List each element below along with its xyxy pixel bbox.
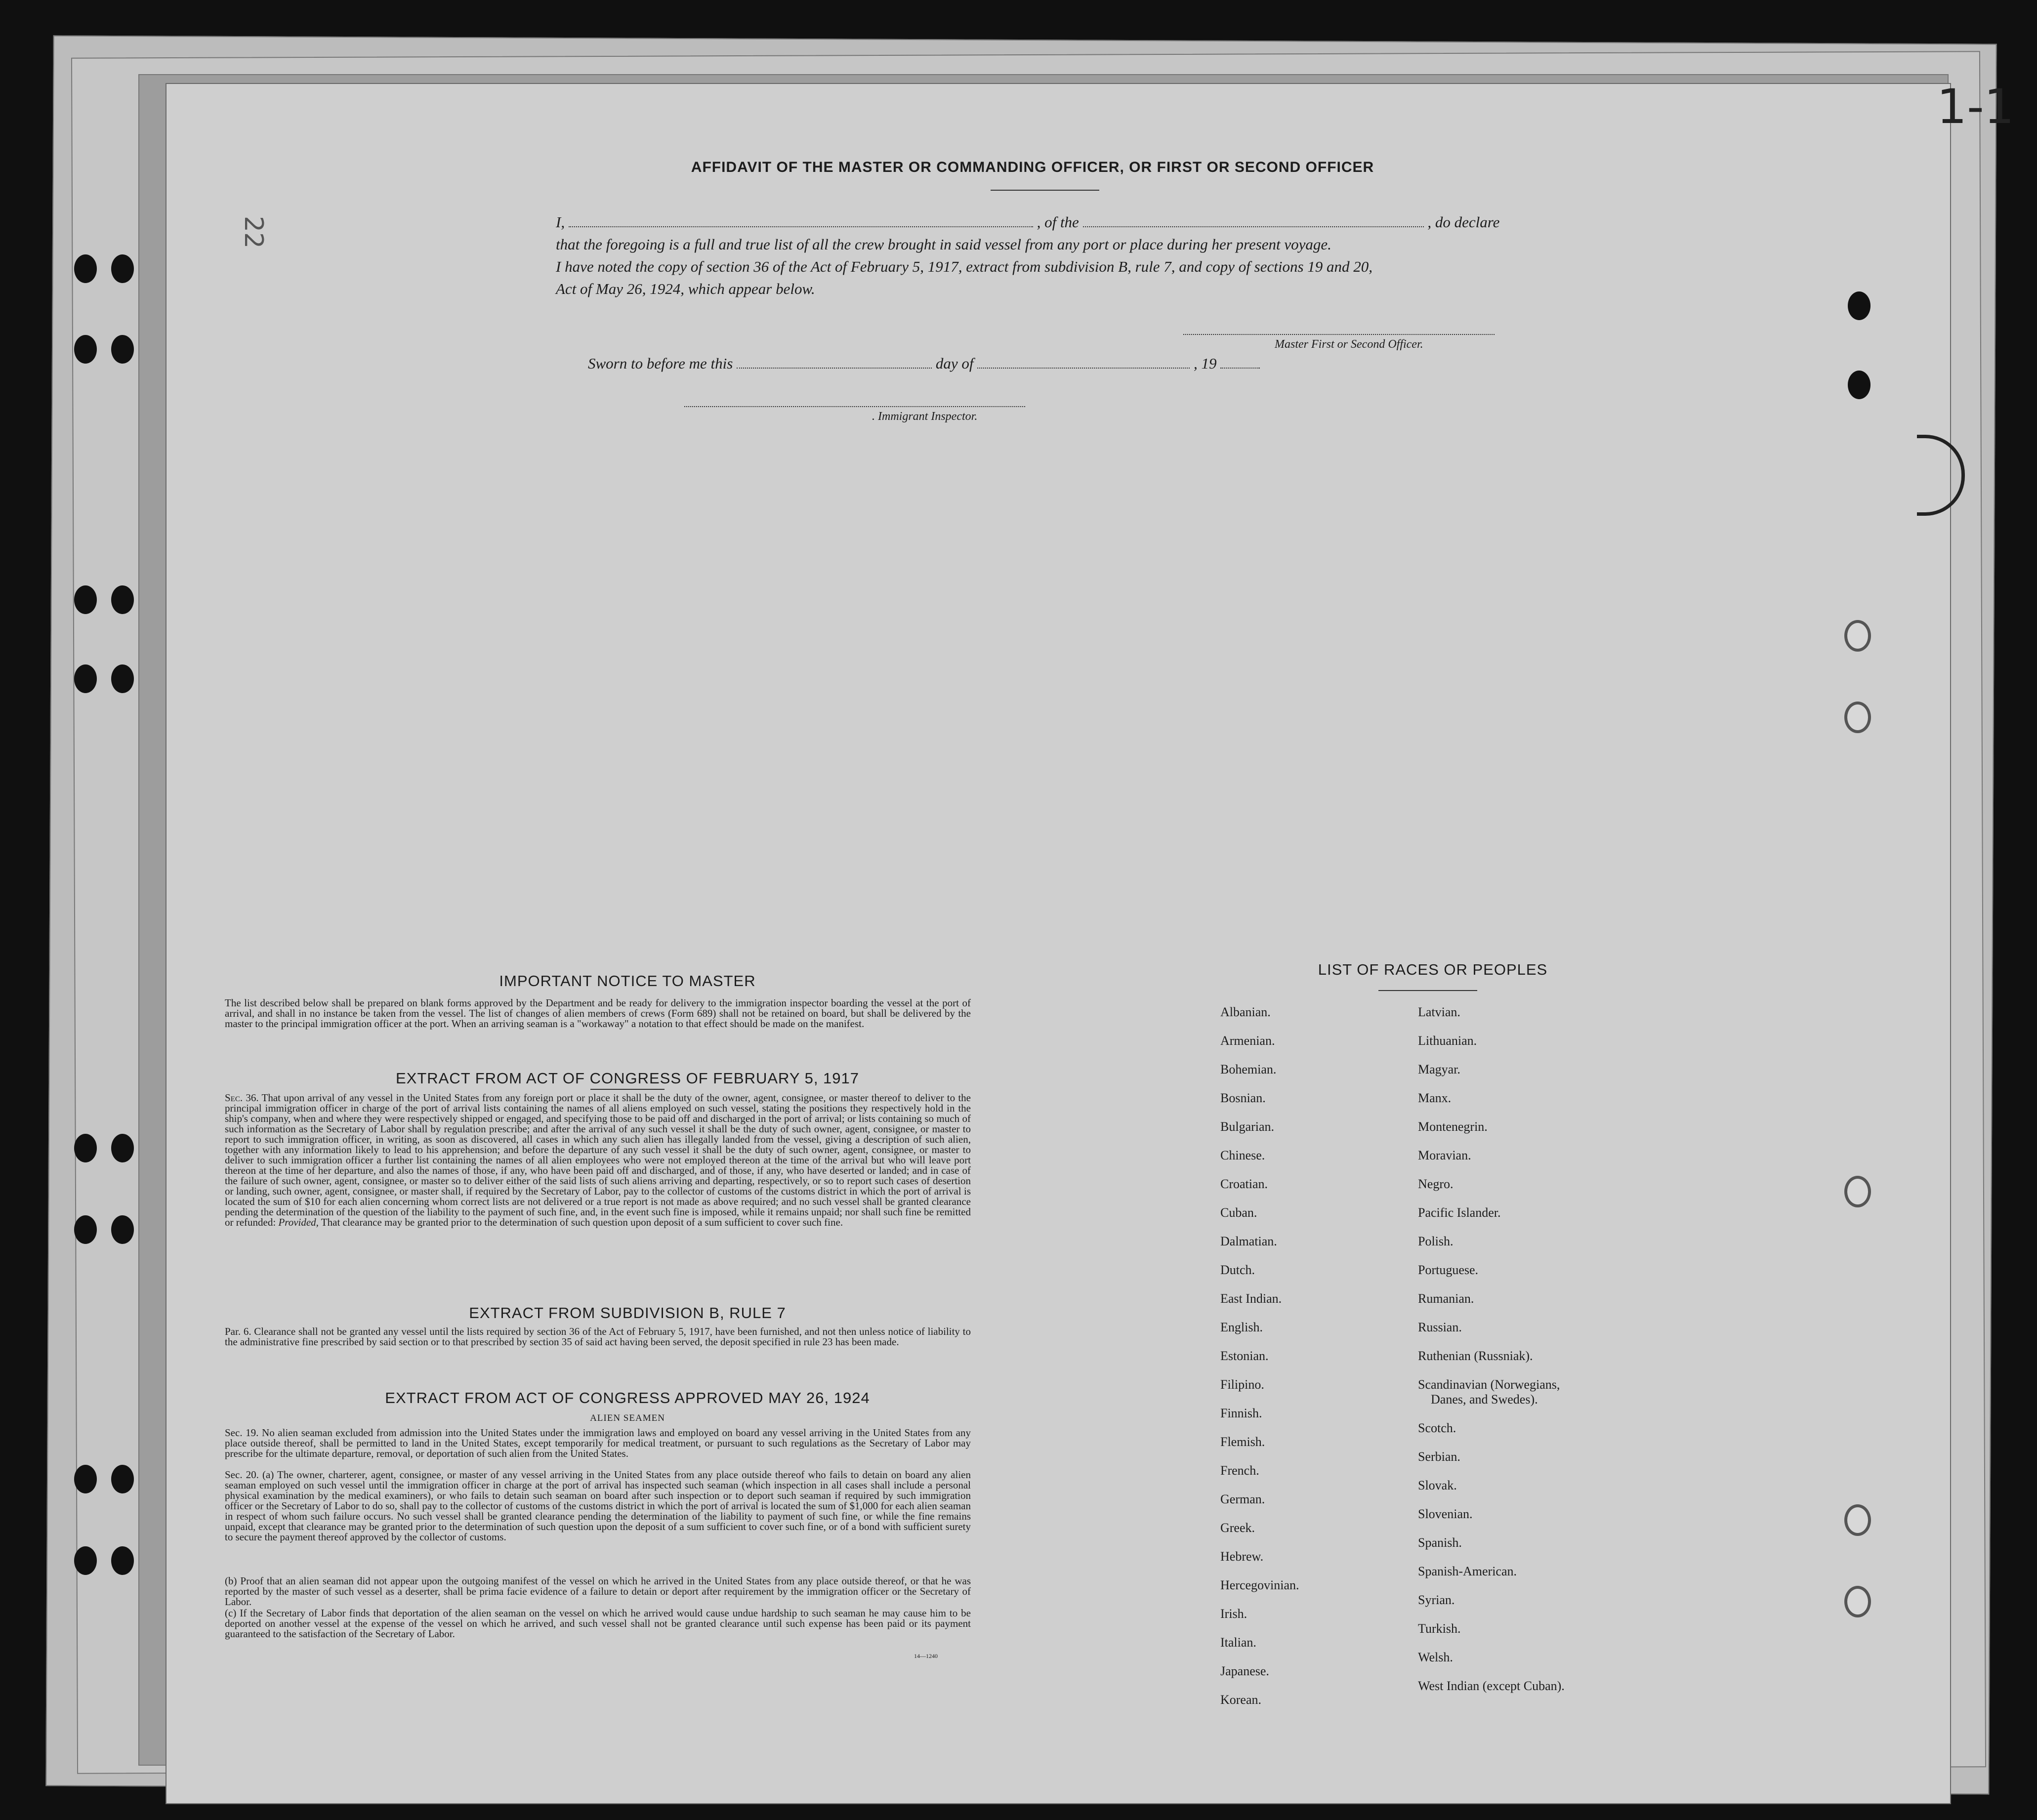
extract-1917-title: EXTRACT FROM ACT OF CONGRESS OF FEBRUARY 5, 1917 (395, 1070, 860, 1087)
race-item: Scotch. (1418, 1421, 1456, 1435)
races-column-1 (1220, 998, 1299, 1714)
section-36-body: That upon arrival of any vessel in the United States from any foreign port or place it shall be the duty of the owner, agent, consignee, or master thereof to deliver to the principal immigration officer in charge of the port of arrival lists containing the names of all aliens employed on such vessel, stating the positions they respectively hold in the ship's company, when and where they were respectively shipped or engaged, and specifying those to be paid off and discharged in the port of arrival; or lists containing so much of such information as the Secretary of Labor shall by regulation prescribe; and after the arrival of any such vessel it shall be the duty of such owner, agent, consignee, or master to report to such immigration officer, in writing, as soon as discovered, all cases in which any such alien has illegally landed from the vessel, giving a description of such alien, together with any information likely to lead to his apprehension; and before the departure of any such vessel it shall be the duty of such owner, agent, consignee, or master to deliver to such immigration officer a further list containing the names of all alien employees who were not employed thereon at the time of the arrival but who will leave port thereon at the time of her departure, and also the names of those, if any, who have been paid off and discharged, and of those, if any, who have deserted or landed; and in case of the failure of such owner, agent, consignee, or master so to deliver either of the said lists of such aliens arriving and departing, respectively, or so to report such cases of desertion or landing, such owner, agent, consignee, or master shall, if required by the Secretary of Labor, pay to the collector of customs of the customs district in which the port of arrival is located the sum of $10 for each alien concerning whom correct lists are not delivered or a true report is not made as above required; and no such vessel shall be granted clearance pending the determination of the question of the liability to the payment of such fine, and, in the event such fine is imposed, while it remains unpaid; nor shall such fine be remitted or refunded: (225, 1092, 971, 1228)
race-item: Bohemian. (1220, 1062, 1277, 1076)
race-item: Armenian. (1220, 1034, 1275, 1048)
race-item: Latvian. (1418, 1005, 1460, 1019)
form-page (166, 83, 1951, 1804)
race-item: East Indian. (1220, 1291, 1282, 1306)
affidavit-line-2: that the foregoing is a full and true list of all the crew brought in said vessel from any port or place during her present voyage. (556, 236, 1331, 253)
race-item: Cuban. (1220, 1205, 1257, 1220)
race-item: Slovenian. (1418, 1507, 1473, 1521)
proviso-label: Provided, (278, 1216, 319, 1228)
punch-hole (74, 1546, 97, 1575)
margin-page-number: 1-1 (1937, 79, 2014, 134)
race-item: Danes, and Swedes). (1431, 1392, 1538, 1406)
race-item: Flemish. (1220, 1435, 1265, 1449)
punch-hole (74, 254, 97, 283)
race-item: Rumanian. (1418, 1291, 1474, 1306)
sworn-day-label: day of (935, 355, 974, 372)
punch-hole (74, 664, 97, 693)
extract-1924-title: EXTRACT FROM ACT OF CONGRESS APPROVED MAY 26, 1924 (385, 1389, 870, 1406)
race-item: English. (1220, 1320, 1263, 1334)
sworn-day-blank[interactable] (737, 364, 932, 369)
section-20a-text: Sec. 20. (a) The owner, charterer, agent, consignee, or master of any vessel arriving in the United States from any place outside thereof who fails to detain on board any alien seaman employed on such vessel until the immigration officer in charge at the port of arrival has inspected such seaman (which inspection in all cases shall include a personal physical examination by the medical examiners), or who fails to detain such seaman on board after such inspection or to deport such seaman if required by such immigration officer or the Secretary of Labor to do so, shall pay to the collector of customs of the customs district in which the port of arrival is located the sum of $1,000 for each alien seaman in respect of whom such failure occurs. No such vessel shall be granted clearance pending the determination of the liability to payment of such fine, or while the fine remains unpaid, except that clearance may be granted prior to the determination of such question upon the deposit of a sum sufficient to cover such fine, or of a bond with sufficient surety to secure the payment thereof approved by the collector of customs. (225, 1469, 971, 1543)
affidavit-declaration-line (556, 213, 1499, 231)
races-column-2 (1418, 998, 1565, 1700)
notice-title: IMPORTANT NOTICE TO MASTER (499, 972, 756, 990)
sworn-year-label: , 19 (1193, 355, 1217, 372)
punch-hole (111, 585, 134, 614)
punch-hole (111, 664, 134, 693)
affidavit-line-3: I have noted the copy of section 36 of the Act of February 5, 1917, extract from subdivision B, rule 7, and copy of sections 19 and 20, (556, 258, 1373, 275)
punch-hole (111, 254, 134, 283)
punch-hole (111, 335, 134, 364)
inspector-label: . Immigrant Inspector. (872, 410, 978, 423)
punch-hole (1848, 291, 1871, 320)
race-item: Serbian. (1418, 1449, 1460, 1464)
race-item: Dutch. (1220, 1263, 1255, 1277)
punch-hole (111, 1546, 134, 1575)
ring-hole (1844, 1586, 1871, 1617)
punch-hole (74, 1134, 97, 1162)
punch-hole (74, 1215, 97, 1244)
race-item: Pacific Islander. (1418, 1205, 1501, 1220)
race-item: Bulgarian. (1220, 1119, 1275, 1134)
race-item: Croatian. (1220, 1177, 1268, 1191)
sworn-prefix: Sworn to before me this (588, 355, 733, 372)
section-20b-text: (b) Proof that an alien seaman did not appear upon the outgoing manifest of the vessel on which he arrived in the United States from any place outside thereof, or that he was reported by the master of such vessel as a deserter, shall be prima facie evidence of a failure to detain or deport after requirement by the immigration officer or the Secretary of Labor. (225, 1575, 971, 1608)
race-item: Russian. (1418, 1320, 1462, 1334)
race-item: Bosnian. (1220, 1091, 1266, 1105)
race-item: Magyar. (1418, 1062, 1460, 1076)
punch-hole (111, 1215, 134, 1244)
race-item: Ruthenian (Russniak). (1418, 1349, 1533, 1363)
race-item: Japanese. (1220, 1664, 1269, 1678)
affidavit-i-label: I, (556, 213, 565, 231)
race-item: Welsh. (1418, 1650, 1453, 1664)
race-item: Negro. (1418, 1177, 1454, 1191)
divider (991, 190, 1099, 191)
ring-hole (1844, 1504, 1871, 1536)
section-36-end: That clearance may be granted prior to the determination of such question upon deposit of a sum sufficient to cover such fine. (321, 1216, 843, 1228)
race-item: German. (1220, 1492, 1265, 1506)
punch-hole (111, 1465, 134, 1493)
race-item: Spanish-American. (1418, 1564, 1517, 1578)
punch-hole (74, 585, 97, 614)
race-item: Scandinavian (Norwegians, (1418, 1377, 1560, 1392)
alien-seamen-subtitle: ALIEN SEAMEN (590, 1413, 665, 1423)
race-item: Spanish. (1418, 1535, 1462, 1550)
sworn-month-blank[interactable] (977, 364, 1190, 369)
race-item: Portuguese. (1418, 1263, 1479, 1277)
race-item: Estonian. (1220, 1349, 1269, 1363)
punch-hole (111, 1134, 134, 1162)
race-item: Montenegrin. (1418, 1119, 1488, 1134)
race-item: Filipino. (1220, 1377, 1264, 1392)
section-19-text: Sec. 19. No alien seaman excluded from admission into the United States under the immigration laws and employed on board any vessel arriving in the United States from any place outside thereof, shall be permitted to land in the United States, except temporarily for medical treatment, or pursuant to such regulations as the Secretary of Labor may prescribe for the ultimate departure, removal, or deportation of such alien from the United States. (225, 1427, 971, 1459)
sworn-line (588, 355, 1260, 372)
notice-text: The list described below shall be prepared on blank forms approved by the Department and be ready for delivery to the immigration inspector boarding the vessel at the port of arrival, and shall in no instance be taken from the vessel. The list of changes of alien members of crews (Form 689) shall not be retained on board, but shall be delivered by the master to the principal immigration officer at the port. When an arriving seaman is a "workaway" a notation to that effect should be made on the manifest. (225, 997, 971, 1030)
race-item: Syrian. (1418, 1593, 1455, 1607)
affidavit-declare-label: , do declare (1427, 213, 1500, 231)
punch-hole (74, 1465, 97, 1493)
affidavit-line-4: Act of May 26, 1924, which appear below. (556, 280, 815, 297)
race-item: Manx. (1418, 1091, 1452, 1105)
vessel-name-blank[interactable] (1083, 222, 1424, 227)
section-20c-text: (c) If the Secretary of Labor finds that deportation of the alien seaman on the vessel on which he arrived would cause undue hardship to such seaman he may cause him to be deported on another vessel at the expense of the vessel on which he arrived, and such vessel shall not be granted clearance until such expense has been paid or its payment guaranteed to the satisfaction of the Secretary of Labor. (225, 1607, 971, 1640)
sworn-year-blank[interactable] (1220, 364, 1260, 369)
inspector-signature-line[interactable] (684, 406, 1025, 408)
race-item: Irish. (1220, 1607, 1247, 1621)
affidavit-title: AFFIDAVIT OF THE MASTER OR COMMANDING OFFICER, OR FIRST OR SECOND OFFICER (691, 159, 1374, 175)
master-name-blank[interactable] (569, 222, 1033, 227)
rule-7-text: Par. 6. Clearance shall not be granted any vessel until the lists required by section 36 of the Act of February 5, 1917, have been furnished, and not then unless notice of liability to the administrative fine prescribed by said section or to that prescribed by section 35 of said act having been served, the deposit specified in rule 23 has been made. (225, 1325, 971, 1348)
race-item: Dalmatian. (1220, 1234, 1277, 1248)
form-number: 14—1240 (914, 1653, 938, 1659)
master-signature-line[interactable] (1183, 334, 1495, 336)
race-item: Italian. (1220, 1635, 1256, 1650)
race-item: West Indian (except Cuban). (1418, 1679, 1565, 1693)
ring-hole (1844, 702, 1871, 733)
race-item: Chinese. (1220, 1148, 1265, 1162)
race-item: Greek. (1220, 1521, 1255, 1535)
race-item: Moravian. (1418, 1148, 1471, 1162)
race-item: Polish. (1418, 1234, 1454, 1248)
master-signature-label: Master First or Second Officer. (1275, 338, 1423, 351)
section-label: Sec. 36. (225, 1092, 259, 1104)
affidavit-of-label: , of the (1037, 213, 1079, 231)
race-item: Hebrew. (1220, 1549, 1264, 1564)
race-item: Hercegovinian. (1220, 1578, 1299, 1592)
race-item: Turkish. (1418, 1621, 1461, 1636)
race-item: Slovak. (1418, 1478, 1457, 1492)
punch-hole (74, 335, 97, 364)
margin-number: 22 (239, 215, 269, 249)
rule-7-title: EXTRACT FROM SUBDIVISION B, RULE 7 (469, 1304, 786, 1322)
race-item: Korean. (1220, 1693, 1262, 1707)
race-item: Albanian. (1220, 1005, 1271, 1019)
ring-hole (1844, 620, 1871, 652)
race-item: Finnish. (1220, 1406, 1262, 1420)
race-item: French. (1220, 1463, 1259, 1478)
divider (590, 1089, 665, 1090)
ring-hole (1844, 1176, 1871, 1207)
punch-hole (1848, 371, 1871, 399)
race-item: Lithuanian. (1418, 1034, 1477, 1048)
extract-1917-text (225, 1093, 971, 1228)
divider (1378, 990, 1477, 991)
races-title: LIST OF RACES OR PEOPLES (1318, 961, 1548, 978)
